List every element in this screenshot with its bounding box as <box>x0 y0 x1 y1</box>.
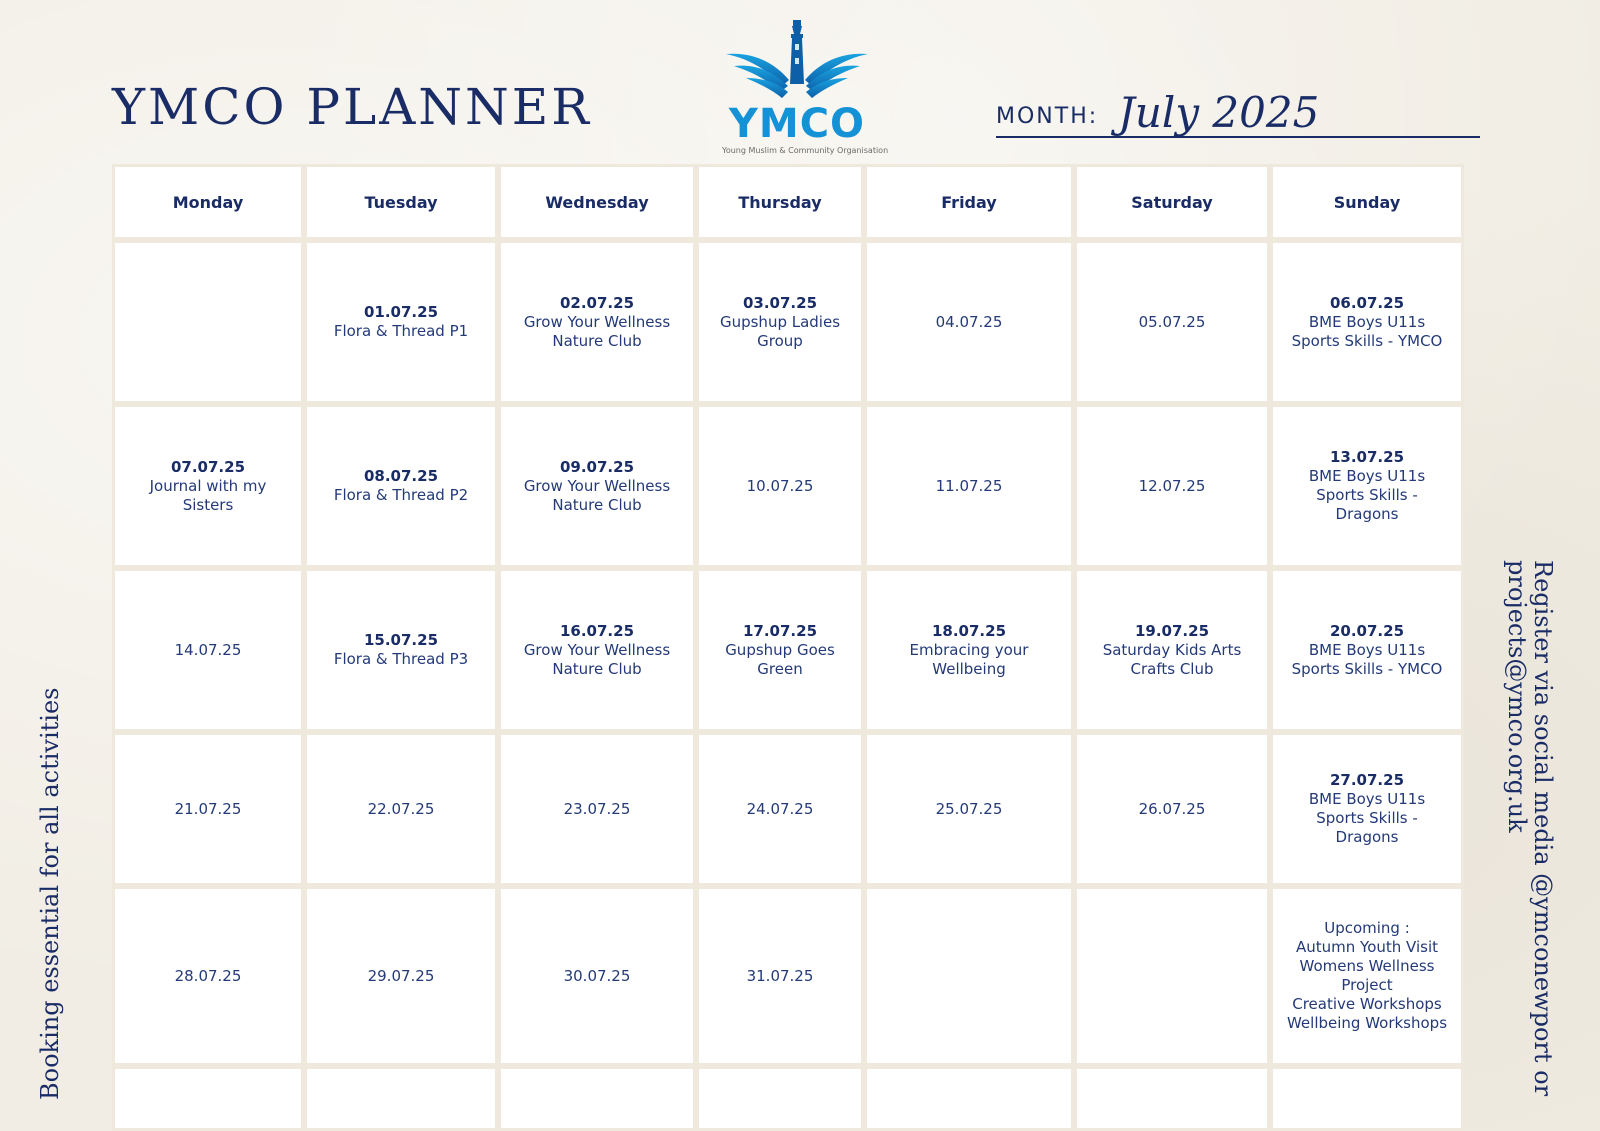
day-date: 30.07.25 <box>563 966 631 985</box>
event-line: Grow Your Wellness <box>523 476 671 495</box>
day-date: 27.07.25 <box>1329 771 1405 789</box>
day-date: 07.07.25 <box>170 457 246 476</box>
day-header-thursday: Thursday <box>696 164 864 240</box>
calendar-day-cell <box>696 568 864 732</box>
calendar-day-cell <box>304 886 498 1066</box>
calendar-day-cell <box>864 732 1074 886</box>
day-header-tuesday: Tuesday <box>304 164 498 240</box>
day-date: 13.07.25 <box>1329 448 1405 466</box>
event-line: Dragons <box>1335 828 1399 846</box>
event-line: Sports Skills - YMCO <box>1291 659 1443 678</box>
day-date: 03.07.25 <box>742 293 818 312</box>
calendar-day-cell <box>1074 240 1270 404</box>
day-date: 22.07.25 <box>367 799 435 818</box>
day-date: 09.07.25 <box>559 457 635 476</box>
calendar-day-cell <box>864 886 1074 1066</box>
calendar-day-cell <box>696 886 864 1066</box>
event-line: Nature Club <box>552 659 642 678</box>
planner-title: YMCO PLANNER <box>112 78 592 136</box>
day-header-monday: Monday <box>112 164 304 240</box>
day-date: 12.07.25 <box>1138 476 1206 495</box>
event-line: Green <box>757 659 803 678</box>
calendar-day-cell <box>498 732 696 886</box>
month-label: MONTH: <box>996 104 1099 129</box>
event-line: Flora & Thread P3 <box>333 650 469 668</box>
calendar-day-cell <box>304 1066 498 1131</box>
event-line: Wellbeing <box>932 659 1006 678</box>
event-line: Group <box>757 331 803 350</box>
event-line: Nature Club <box>552 495 642 514</box>
day-date: 17.07.25 <box>742 621 818 640</box>
calendar-day-cell <box>864 1066 1074 1131</box>
calendar-day-cell <box>112 240 304 404</box>
calendar-day-cell <box>498 404 696 568</box>
day-date: 06.07.25 <box>1329 293 1405 312</box>
event-line: Grow Your Wellness <box>523 640 671 659</box>
calendar-day-cell <box>864 240 1074 404</box>
day-header-wednesday: Wednesday <box>498 164 696 240</box>
day-header-sunday: Sunday <box>1270 164 1464 240</box>
day-header-saturday: Saturday <box>1074 164 1270 240</box>
calendar-day-cell <box>1270 240 1464 404</box>
day-date: 25.07.25 <box>935 799 1003 818</box>
calendar-day-cell <box>696 404 864 568</box>
calendar-day-cell <box>112 732 304 886</box>
day-date: 23.07.25 <box>563 799 631 818</box>
day-date: 05.07.25 <box>1138 312 1206 331</box>
event-line: Gupshup Goes <box>725 640 835 659</box>
calendar-day-cell <box>304 240 498 404</box>
event-line: Crafts Club <box>1130 659 1214 678</box>
calendar-day-cell <box>1074 732 1270 886</box>
event-line: Wellbeing Workshops <box>1286 1014 1448 1032</box>
month-value: July 2025 <box>1118 88 1320 137</box>
calendar-day-cell <box>112 886 304 1066</box>
event-line: Gupshup Ladies <box>719 312 841 331</box>
day-date: 01.07.25 <box>363 303 439 321</box>
register-note: Register via social media @ymconewport or projects@ymco.org.uk <box>1503 560 1557 1097</box>
calendar-day-cell <box>864 404 1074 568</box>
event-line: BME Boys U11s <box>1308 790 1426 808</box>
lighthouse-book-logo-icon <box>722 14 872 106</box>
event-line: Creative Workshops <box>1292 995 1442 1013</box>
event-line: Autumn Youth Visit <box>1295 938 1439 956</box>
event-line: Flora & Thread P1 <box>333 322 469 340</box>
calendar-day-cell <box>112 404 304 568</box>
calendar-day-cell <box>1270 1066 1464 1131</box>
day-date: 04.07.25 <box>935 312 1003 331</box>
event-line: Nature Club <box>552 331 642 350</box>
calendar-day-cell <box>304 404 498 568</box>
calendar-day-cell <box>1074 1066 1270 1131</box>
day-date: 18.07.25 <box>931 621 1007 640</box>
calendar-day-cell <box>696 732 864 886</box>
day-date: 11.07.25 <box>935 476 1003 495</box>
event-line: Dragons <box>1335 505 1399 523</box>
calendar-day-cell <box>1074 404 1270 568</box>
calendar-day-cell <box>1270 886 1464 1066</box>
event-line: Sports Skills - <box>1316 486 1418 504</box>
event-line: BME Boys U11s <box>1308 640 1426 659</box>
month-field <box>996 88 1480 138</box>
day-date: 24.07.25 <box>746 799 814 818</box>
day-date: 02.07.25 <box>559 293 635 312</box>
calendar-day-cell <box>498 568 696 732</box>
calendar-day-cell <box>1270 404 1464 568</box>
booking-note: Booking essential for all activities <box>36 687 64 1100</box>
day-date: 16.07.25 <box>559 621 635 640</box>
day-date: 31.07.25 <box>746 966 814 985</box>
ymco-logo <box>722 14 889 155</box>
calendar-day-cell <box>498 886 696 1066</box>
day-date: 28.07.25 <box>174 966 242 985</box>
event-line: Sports Skills - YMCO <box>1291 331 1443 350</box>
event-line: BME Boys U11s <box>1308 312 1426 331</box>
day-date: 14.07.25 <box>174 640 242 659</box>
calendar-grid <box>112 164 1464 1131</box>
event-line: Flora & Thread P2 <box>333 486 469 504</box>
day-date: 29.07.25 <box>367 966 435 985</box>
calendar-day-cell <box>498 1066 696 1131</box>
day-date: 20.07.25 <box>1329 621 1405 640</box>
calendar-day-cell <box>304 568 498 732</box>
event-line: Project <box>1341 976 1393 994</box>
day-date: 26.07.25 <box>1138 799 1206 818</box>
calendar-day-cell <box>1074 568 1270 732</box>
day-header-friday: Friday <box>864 164 1074 240</box>
day-date: 08.07.25 <box>363 467 439 485</box>
calendar-day-cell <box>1270 568 1464 732</box>
event-line: Womens Wellness <box>1299 957 1435 975</box>
calendar-day-cell <box>112 568 304 732</box>
day-date: 10.07.25 <box>746 476 814 495</box>
calendar-day-cell <box>304 732 498 886</box>
calendar-day-cell <box>1074 886 1270 1066</box>
day-date: 21.07.25 <box>174 799 242 818</box>
calendar-day-cell <box>112 1066 304 1131</box>
day-date: 19.07.25 <box>1134 621 1210 640</box>
calendar-day-cell <box>1270 732 1464 886</box>
event-line: Saturday Kids Arts <box>1102 640 1242 659</box>
event-line: BME Boys U11s <box>1308 467 1426 485</box>
event-line: Sisters <box>182 495 234 514</box>
event-line: Journal with my <box>149 476 267 495</box>
event-line: Sports Skills - <box>1316 809 1418 827</box>
logo-wordmark: YMCO <box>728 101 866 147</box>
logo-subtitle: Young Muslim & Community Organisation <box>722 146 889 155</box>
calendar-day-cell <box>696 240 864 404</box>
event-line: Grow Your Wellness <box>523 312 671 331</box>
day-date: 15.07.25 <box>363 631 439 649</box>
event-line: Upcoming : <box>1324 919 1410 937</box>
event-line: Embracing your <box>909 640 1029 659</box>
calendar-day-cell <box>696 1066 864 1131</box>
calendar-day-cell <box>864 568 1074 732</box>
calendar-day-cell <box>498 240 696 404</box>
